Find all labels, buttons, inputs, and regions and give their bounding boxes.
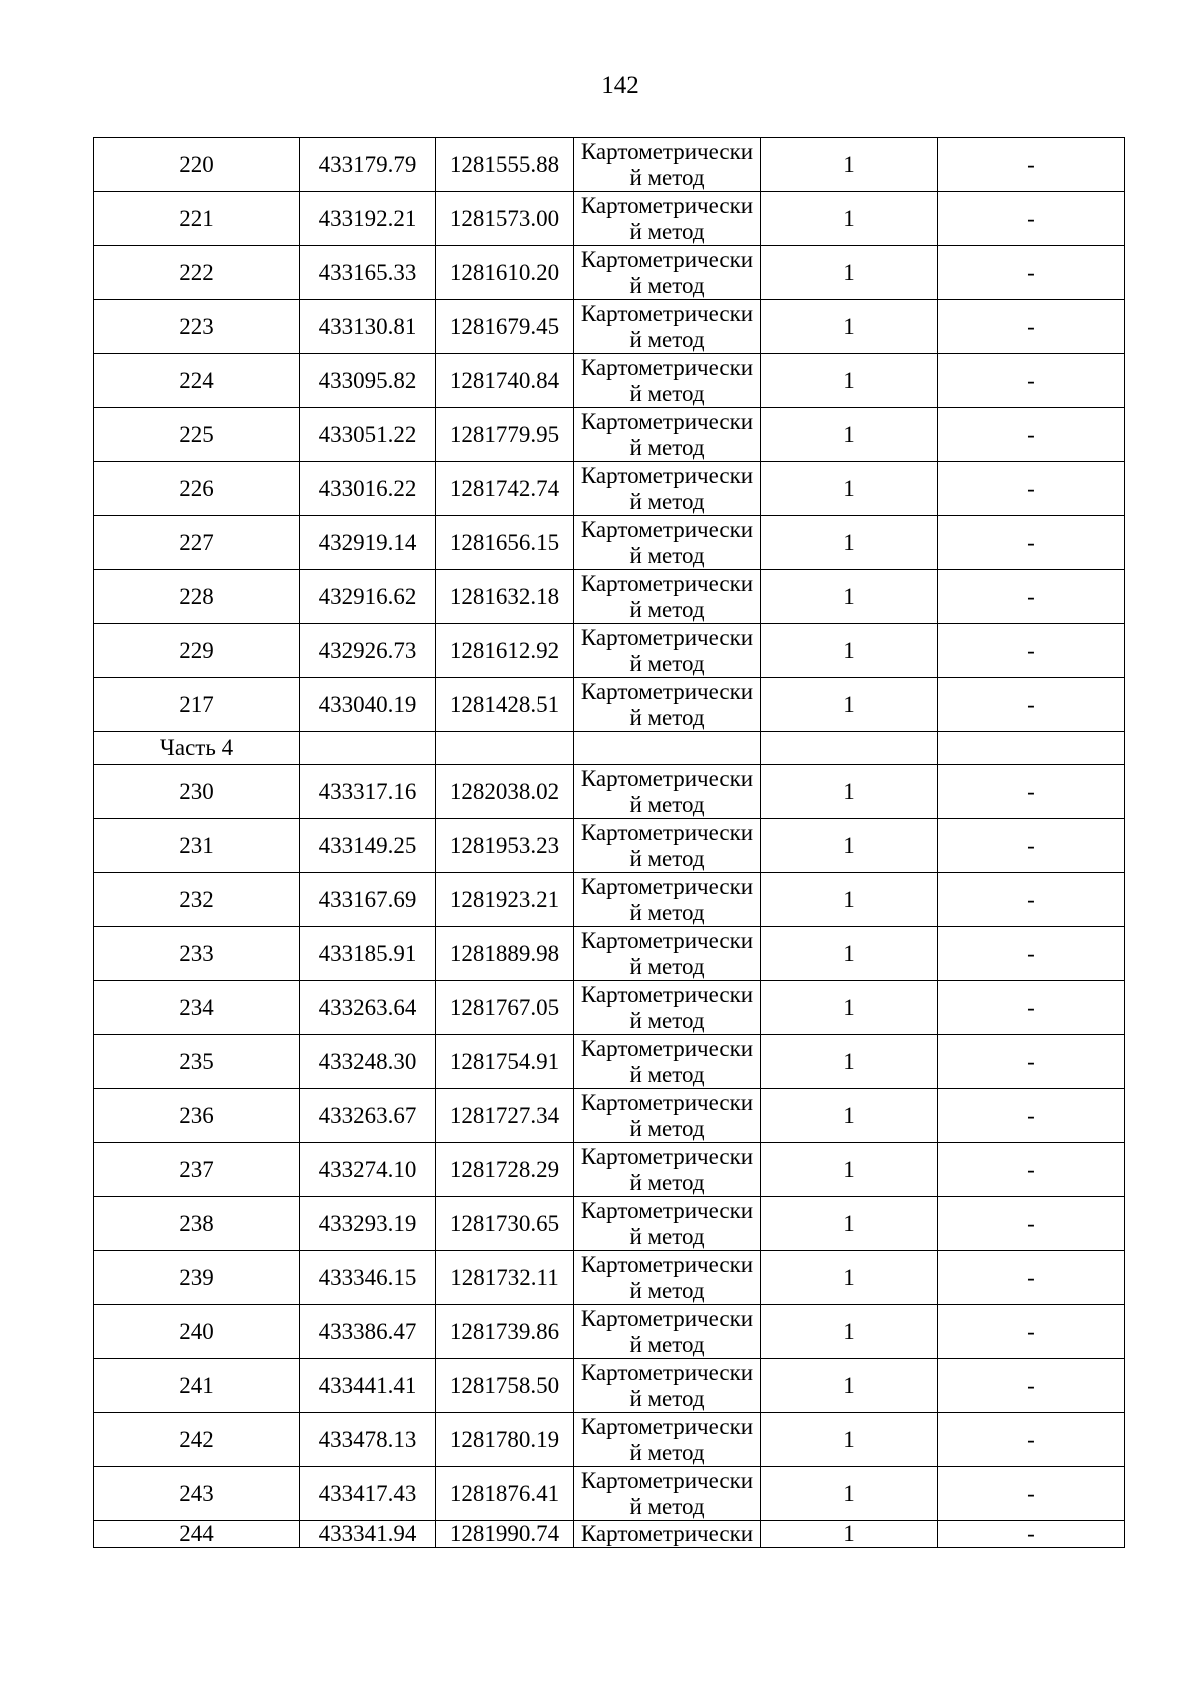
method-text-line-2: й метод	[629, 1223, 705, 1249]
method-cell	[574, 1521, 761, 1548]
method-text-line-1: Картометрически	[580, 1089, 754, 1115]
description-cell: -	[938, 246, 1125, 300]
method-text-line-2: й метод	[629, 899, 705, 925]
method-cell	[574, 1413, 761, 1467]
method-cell	[574, 192, 761, 246]
table-row	[94, 1521, 1125, 1548]
x-coordinate-cell: 433341.94	[300, 1521, 436, 1548]
accuracy-cell: 1	[761, 1035, 938, 1089]
table-row	[94, 819, 1125, 873]
description-cell: -	[938, 1089, 1125, 1143]
method-text-line-1: Картометрически	[580, 1251, 754, 1277]
method-text-line-1: Картометрически	[580, 624, 754, 650]
method-text-line-1: Картометрически	[580, 570, 754, 596]
table-row	[94, 1413, 1125, 1467]
table-row	[94, 1035, 1125, 1089]
accuracy-cell: 1	[761, 819, 938, 873]
accuracy-cell: 1	[761, 1467, 938, 1521]
x-coordinate-cell: 433167.69	[300, 873, 436, 927]
point-number-cell: 239	[94, 1251, 300, 1305]
table-row	[94, 516, 1125, 570]
accuracy-cell: 1	[761, 981, 938, 1035]
accuracy-cell: 1	[761, 1521, 938, 1548]
method-cell	[574, 246, 761, 300]
description-cell: -	[938, 624, 1125, 678]
x-coordinate-cell: 433016.22	[300, 462, 436, 516]
method-cell	[574, 1089, 761, 1143]
table-row	[94, 1197, 1125, 1251]
page-number: 142	[601, 72, 639, 99]
y-coordinate-cell: 1281742.74	[436, 462, 574, 516]
point-number-cell: 232	[94, 873, 300, 927]
method-text-line-1: Картометрически	[580, 927, 754, 953]
accuracy-cell: 1	[761, 1197, 938, 1251]
accuracy-cell: 1	[761, 516, 938, 570]
method-cell	[574, 819, 761, 873]
accuracy-cell: 1	[761, 678, 938, 732]
point-number-cell: 243	[94, 1467, 300, 1521]
description-cell: -	[938, 1413, 1125, 1467]
x-coordinate-cell: 433185.91	[300, 927, 436, 981]
table-row	[94, 1467, 1125, 1521]
accuracy-cell: 1	[761, 138, 938, 192]
y-coordinate-cell: 1281923.21	[436, 873, 574, 927]
table-row	[94, 624, 1125, 678]
description-cell: -	[938, 462, 1125, 516]
method-text-line-2: й метод	[629, 1439, 705, 1465]
table-row	[94, 678, 1125, 732]
method-text-line-1: Картометрически	[580, 1521, 754, 1546]
y-coordinate-cell: 1281889.98	[436, 927, 574, 981]
method-text-line-2: й метод	[629, 1277, 705, 1303]
point-number-cell: 236	[94, 1089, 300, 1143]
description-cell: -	[938, 1197, 1125, 1251]
description-cell: -	[938, 138, 1125, 192]
table-row	[94, 570, 1125, 624]
method-text-line-1: Картометрически	[580, 1413, 754, 1439]
method-cell	[574, 462, 761, 516]
method-text-line-2: й метод	[629, 650, 705, 676]
point-number-cell: 231	[94, 819, 300, 873]
x-coordinate-cell: 433192.21	[300, 192, 436, 246]
x-coordinate-cell: 433274.10	[300, 1143, 436, 1197]
point-number-cell: 241	[94, 1359, 300, 1413]
method-text-line-1: Картометрически	[580, 1467, 754, 1493]
point-number-cell: 224	[94, 354, 300, 408]
y-coordinate-cell: 1281679.45	[436, 300, 574, 354]
accuracy-cell: 1	[761, 192, 938, 246]
section-row-part-4	[94, 732, 1125, 765]
method-text-line-2: й метод	[629, 326, 705, 352]
point-number-cell: 230	[94, 765, 300, 819]
x-coordinate-cell: 433293.19	[300, 1197, 436, 1251]
accuracy-cell: 1	[761, 408, 938, 462]
method-text-line-1: Картометрически	[580, 765, 754, 791]
method-cell	[574, 927, 761, 981]
x-coordinate-cell: 433478.13	[300, 1413, 436, 1467]
point-number-cell: 228	[94, 570, 300, 624]
accuracy-cell: 1	[761, 624, 938, 678]
x-coordinate-cell: 433165.33	[300, 246, 436, 300]
method-text-line-2: й метод	[629, 1169, 705, 1195]
x-coordinate-cell: 433317.16	[300, 765, 436, 819]
accuracy-cell: 1	[761, 1359, 938, 1413]
accuracy-cell: 1	[761, 1143, 938, 1197]
accuracy-cell: 1	[761, 300, 938, 354]
method-text-line-1: Картометрически	[580, 1035, 754, 1061]
table-row	[94, 408, 1125, 462]
x-coordinate-cell: 432916.62	[300, 570, 436, 624]
description-cell: -	[938, 981, 1125, 1035]
method-cell	[574, 678, 761, 732]
method-text-line-1: Картометрически	[580, 300, 754, 326]
method-text-line-1: Картометрически	[580, 354, 754, 380]
accuracy-cell: 1	[761, 462, 938, 516]
method-text-line-2: й метод	[629, 1115, 705, 1141]
description-cell: -	[938, 873, 1125, 927]
y-coordinate-cell: 1281573.00	[436, 192, 574, 246]
x-coordinate-cell: 433130.81	[300, 300, 436, 354]
method-cell	[574, 1035, 761, 1089]
description-cell: -	[938, 1467, 1125, 1521]
method-cell	[574, 408, 761, 462]
y-coordinate-cell: 1281780.19	[436, 1413, 574, 1467]
accuracy-cell: 1	[761, 246, 938, 300]
method-cell	[574, 1197, 761, 1251]
point-number-cell: 229	[94, 624, 300, 678]
method-text-line-1: Картометрически	[580, 516, 754, 542]
table-row	[94, 981, 1125, 1035]
x-coordinate-cell: 432926.73	[300, 624, 436, 678]
x-coordinate-cell: 433051.22	[300, 408, 436, 462]
accuracy-cell: 1	[761, 1413, 938, 1467]
y-coordinate-cell: 1281739.86	[436, 1305, 574, 1359]
y-coordinate-cell: 1281767.05	[436, 981, 574, 1035]
method-text-line-1: Картометрически	[580, 981, 754, 1007]
accuracy-cell: 1	[761, 927, 938, 981]
y-coordinate-cell: 1281876.41	[436, 1467, 574, 1521]
method-text-line-2: й метод	[629, 596, 705, 622]
method-text-line-2: й метод	[629, 845, 705, 871]
method-text-line-2: й метод	[629, 272, 705, 298]
y-coordinate-cell: 1281727.34	[436, 1089, 574, 1143]
method-cell	[574, 873, 761, 927]
method-text-line-2: й метод	[629, 704, 705, 730]
method-text-line-2: й метод	[629, 1493, 705, 1519]
x-coordinate-cell: 433263.67	[300, 1089, 436, 1143]
y-coordinate-cell: 1281953.23	[436, 819, 574, 873]
coordinates-table	[93, 137, 1125, 1548]
method-text-line-1: Картометрически	[580, 408, 754, 434]
method-text-line-1: Картометрически	[580, 1197, 754, 1223]
accuracy-cell: 1	[761, 873, 938, 927]
method-cell	[574, 1143, 761, 1197]
section-label: Часть 4	[94, 732, 300, 765]
method-text-line-1: Картометрически	[580, 192, 754, 218]
description-cell: -	[938, 516, 1125, 570]
table-row	[94, 1305, 1125, 1359]
method-text-line-1: Картометрически	[580, 819, 754, 845]
accuracy-cell: 1	[761, 354, 938, 408]
description-cell: -	[938, 927, 1125, 981]
point-number-cell: 240	[94, 1305, 300, 1359]
x-coordinate-cell: 433441.41	[300, 1359, 436, 1413]
method-cell	[574, 624, 761, 678]
description-cell: -	[938, 678, 1125, 732]
method-text-line-2: й метод	[629, 1385, 705, 1411]
empty-cell	[938, 732, 1125, 765]
table-row	[94, 300, 1125, 354]
x-coordinate-cell: 433263.64	[300, 981, 436, 1035]
method-text-line-1: Картометрически	[580, 1359, 754, 1385]
method-cell	[574, 516, 761, 570]
method-text-line-1: Картометрически	[580, 678, 754, 704]
point-number-cell: 226	[94, 462, 300, 516]
x-coordinate-cell: 433346.15	[300, 1251, 436, 1305]
method-text-line-2: й метод	[629, 164, 705, 190]
method-text-line-1: Картометрически	[580, 138, 754, 164]
method-text-line-1: Картометрически	[580, 1143, 754, 1169]
method-cell	[574, 1467, 761, 1521]
description-cell: -	[938, 1359, 1125, 1413]
description-cell: -	[938, 1035, 1125, 1089]
point-number-cell: 237	[94, 1143, 300, 1197]
point-number-cell: 220	[94, 138, 300, 192]
table-row	[94, 1143, 1125, 1197]
point-number-cell: 225	[94, 408, 300, 462]
method-cell	[574, 138, 761, 192]
description-cell: -	[938, 408, 1125, 462]
method-text-line-1: Картометрически	[580, 1305, 754, 1331]
method-cell	[574, 300, 761, 354]
method-text-line-2: й метод	[629, 542, 705, 568]
table-row	[94, 192, 1125, 246]
y-coordinate-cell: 1281779.95	[436, 408, 574, 462]
point-number-cell: 238	[94, 1197, 300, 1251]
y-coordinate-cell: 1281754.91	[436, 1035, 574, 1089]
method-text-line-2: й метод	[629, 488, 705, 514]
description-cell: -	[938, 1305, 1125, 1359]
method-text-line-2: й метод	[629, 791, 705, 817]
description-cell: -	[938, 1521, 1125, 1548]
point-number-cell: 242	[94, 1413, 300, 1467]
method-cell	[574, 765, 761, 819]
table-row	[94, 765, 1125, 819]
y-coordinate-cell: 1281632.18	[436, 570, 574, 624]
y-coordinate-cell: 1281758.50	[436, 1359, 574, 1413]
x-coordinate-cell: 433417.43	[300, 1467, 436, 1521]
description-cell: -	[938, 354, 1125, 408]
method-text-line-2: й метод	[629, 1061, 705, 1087]
description-cell: -	[938, 1143, 1125, 1197]
table-row	[94, 354, 1125, 408]
method-text-line-2: й метод	[629, 380, 705, 406]
y-coordinate-cell: 1281740.84	[436, 354, 574, 408]
y-coordinate-cell: 1281728.29	[436, 1143, 574, 1197]
description-cell: -	[938, 192, 1125, 246]
method-cell	[574, 1305, 761, 1359]
method-text-line-2: й метод	[629, 218, 705, 244]
y-coordinate-cell: 1282038.02	[436, 765, 574, 819]
accuracy-cell: 1	[761, 1089, 938, 1143]
method-text-line-1: Картометрически	[580, 462, 754, 488]
table-row	[94, 462, 1125, 516]
method-text-line-2: й метод	[629, 434, 705, 460]
y-coordinate-cell: 1281656.15	[436, 516, 574, 570]
empty-cell	[300, 732, 436, 765]
x-coordinate-cell: 433179.79	[300, 138, 436, 192]
y-coordinate-cell: 1281990.74	[436, 1521, 574, 1548]
table-row	[94, 138, 1125, 192]
point-number-cell: 244	[94, 1521, 300, 1548]
empty-cell	[436, 732, 574, 765]
method-cell	[574, 981, 761, 1035]
x-coordinate-cell: 433386.47	[300, 1305, 436, 1359]
y-coordinate-cell: 1281610.20	[436, 246, 574, 300]
accuracy-cell: 1	[761, 765, 938, 819]
table-row	[94, 1089, 1125, 1143]
x-coordinate-cell: 433040.19	[300, 678, 436, 732]
point-number-cell: 221	[94, 192, 300, 246]
description-cell: -	[938, 765, 1125, 819]
y-coordinate-cell: 1281612.92	[436, 624, 574, 678]
y-coordinate-cell: 1281555.88	[436, 138, 574, 192]
description-cell: -	[938, 1251, 1125, 1305]
method-text-line-2: й метод	[629, 953, 705, 979]
point-number-cell: 235	[94, 1035, 300, 1089]
coordinates-table-body	[94, 138, 1125, 1548]
x-coordinate-cell: 433248.30	[300, 1035, 436, 1089]
table-row	[94, 927, 1125, 981]
method-cell	[574, 570, 761, 624]
y-coordinate-cell: 1281732.11	[436, 1251, 574, 1305]
accuracy-cell: 1	[761, 570, 938, 624]
table-row	[94, 1251, 1125, 1305]
description-cell: -	[938, 300, 1125, 354]
description-cell: -	[938, 570, 1125, 624]
point-number-cell: 223	[94, 300, 300, 354]
table-row	[94, 246, 1125, 300]
point-number-cell: 234	[94, 981, 300, 1035]
method-cell	[574, 1251, 761, 1305]
method-text-line-2: й метод	[629, 1007, 705, 1033]
point-number-cell: 222	[94, 246, 300, 300]
method-cell	[574, 1359, 761, 1413]
x-coordinate-cell: 433149.25	[300, 819, 436, 873]
empty-cell	[574, 732, 761, 765]
accuracy-cell: 1	[761, 1305, 938, 1359]
point-number-cell: 227	[94, 516, 300, 570]
accuracy-cell: 1	[761, 1251, 938, 1305]
point-number-cell: 217	[94, 678, 300, 732]
description-cell: -	[938, 819, 1125, 873]
x-coordinate-cell: 432919.14	[300, 516, 436, 570]
y-coordinate-cell: 1281730.65	[436, 1197, 574, 1251]
method-text-line-1: Картометрически	[580, 246, 754, 272]
method-cell	[574, 354, 761, 408]
x-coordinate-cell: 433095.82	[300, 354, 436, 408]
method-text-line-1: Картометрически	[580, 873, 754, 899]
empty-cell	[761, 732, 938, 765]
table-row	[94, 1359, 1125, 1413]
table-row	[94, 873, 1125, 927]
method-text-line-2: й метод	[629, 1331, 705, 1357]
point-number-cell: 233	[94, 927, 300, 981]
y-coordinate-cell: 1281428.51	[436, 678, 574, 732]
